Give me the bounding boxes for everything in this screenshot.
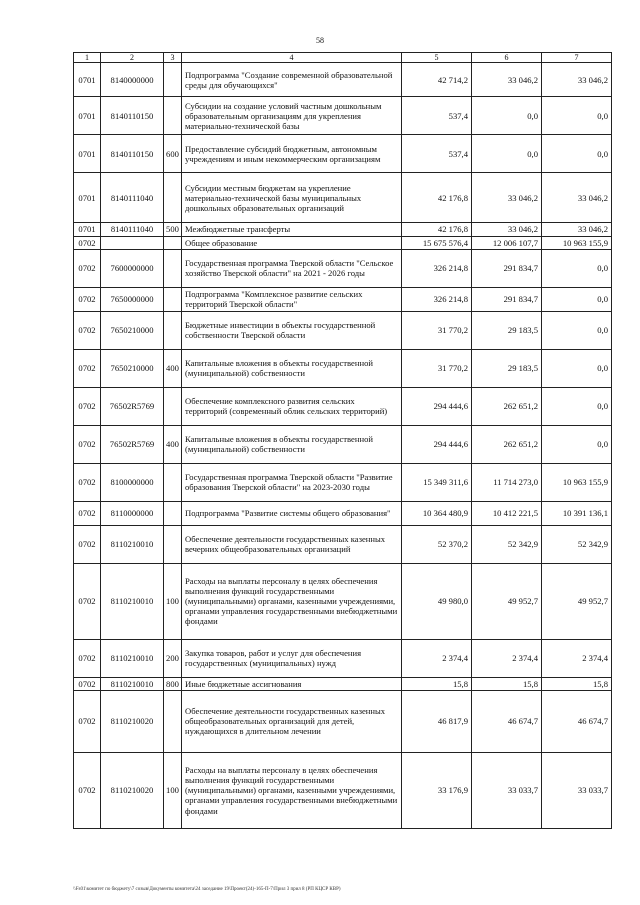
target-code-cell: 7650000000 xyxy=(101,287,164,311)
section-cell: 0702 xyxy=(74,501,101,525)
name-cell: Расходы на выплаты персоналу в целях обеспечения выполнения функций государственными (муниципальными) органами, казенными учреждениями, органами управления государственными внебюджетными фондами xyxy=(182,563,402,639)
name-cell: Обеспечение деятельности государственных казенных вечерних общеобразовательных организаций xyxy=(182,525,402,563)
name-cell: Государственная программа Тверской области "Сельское хозяйство Тверской области" на 2021 - 2026 годы xyxy=(182,249,402,287)
target-code-cell: 7650210000 xyxy=(101,349,164,387)
expense-type-cell xyxy=(164,173,182,223)
table-row xyxy=(74,639,612,677)
table-row xyxy=(74,690,612,752)
header-cell: 7 xyxy=(542,53,612,63)
expense-type-cell xyxy=(164,387,182,425)
value-col7-cell: 10 391 136,1 xyxy=(542,501,612,525)
value-col6-cell: 46 674,7 xyxy=(472,690,542,752)
expense-type-cell xyxy=(164,63,182,97)
value-col5-cell: 15 349 311,6 xyxy=(402,463,472,501)
value-col7-cell: 0,0 xyxy=(542,249,612,287)
expense-type-cell xyxy=(164,236,182,249)
value-col6-cell: 29 183,5 xyxy=(472,349,542,387)
name-cell: Межбюджетные трансферты xyxy=(182,223,402,236)
target-code-cell: 8140111040 xyxy=(101,223,164,236)
name-cell: Субсидии на создание условий частным дошкольным образовательным организациям для укрепления материально-технической базы xyxy=(182,97,402,135)
target-code-cell: 8140000000 xyxy=(101,63,164,97)
section-cell: 0702 xyxy=(74,311,101,349)
section-cell: 0702 xyxy=(74,677,101,690)
value-col5-cell: 294 444,6 xyxy=(402,387,472,425)
section-cell: 0702 xyxy=(74,463,101,501)
section-cell: 0702 xyxy=(74,349,101,387)
value-col7-cell: 49 952,7 xyxy=(542,563,612,639)
expense-type-cell: 400 xyxy=(164,425,182,463)
target-code-cell: 76502R5769 xyxy=(101,387,164,425)
value-col6-cell: 0,0 xyxy=(472,135,542,173)
value-col7-cell: 33 033,7 xyxy=(542,752,612,828)
table-row xyxy=(74,311,612,349)
target-code-cell: 76502R5769 xyxy=(101,425,164,463)
value-col5-cell: 294 444,6 xyxy=(402,425,472,463)
section-cell: 0702 xyxy=(74,752,101,828)
budget-table xyxy=(73,52,612,829)
table-row xyxy=(74,349,612,387)
value-col6-cell: 12 006 107,7 xyxy=(472,236,542,249)
value-col7-cell: 0,0 xyxy=(542,387,612,425)
section-cell: 0701 xyxy=(74,63,101,97)
expense-type-cell: 500 xyxy=(164,223,182,236)
section-cell: 0702 xyxy=(74,639,101,677)
value-col7-cell: 33 046,2 xyxy=(542,223,612,236)
value-col5-cell: 15,8 xyxy=(402,677,472,690)
name-cell: Подпрограмма "Комплексное развитие сельских территорий Тверской области" xyxy=(182,287,402,311)
value-col6-cell: 10 412 221,5 xyxy=(472,501,542,525)
name-cell: Обеспечение комплексного развития сельских территорий (современный облик сельских территорий) xyxy=(182,387,402,425)
section-cell: 0702 xyxy=(74,690,101,752)
table-row xyxy=(74,425,612,463)
value-col6-cell: 52 342,9 xyxy=(472,525,542,563)
target-code-cell: 8110210010 xyxy=(101,563,164,639)
header-cell: 6 xyxy=(472,53,542,63)
target-code-cell: 8110210020 xyxy=(101,752,164,828)
expense-type-cell: 600 xyxy=(164,135,182,173)
table-row xyxy=(74,249,612,287)
value-col5-cell: 46 817,9 xyxy=(402,690,472,752)
footer-file-path: \\Fs01\комитет по бюджету\7 созыв\Документы комитета\24 заседание 19\Проект(24)-165-П-7\Прил 3 прил 8 (РП КЦСР КВР) xyxy=(73,887,341,892)
table-row xyxy=(74,173,612,223)
value-col6-cell: 33 033,7 xyxy=(472,752,542,828)
section-cell: 0702 xyxy=(74,249,101,287)
section-cell: 0702 xyxy=(74,387,101,425)
table-row xyxy=(74,677,612,690)
name-cell: Капитальные вложения в объекты государственной (муниципальной) собственности xyxy=(182,425,402,463)
header-cell: 2 xyxy=(101,53,164,63)
table-row xyxy=(74,287,612,311)
value-col7-cell: 0,0 xyxy=(542,135,612,173)
value-col5-cell: 31 770,2 xyxy=(402,349,472,387)
target-code-cell: 8110210010 xyxy=(101,677,164,690)
value-col7-cell: 10 963 155,9 xyxy=(542,463,612,501)
target-code-cell xyxy=(101,236,164,249)
section-cell: 0702 xyxy=(74,525,101,563)
header-cell: 3 xyxy=(164,53,182,63)
expense-type-cell: 100 xyxy=(164,752,182,828)
value-col6-cell: 49 952,7 xyxy=(472,563,542,639)
value-col5-cell: 537,4 xyxy=(402,97,472,135)
section-cell: 0701 xyxy=(74,135,101,173)
value-col5-cell: 326 214,8 xyxy=(402,287,472,311)
table-row xyxy=(74,463,612,501)
section-cell: 0702 xyxy=(74,425,101,463)
target-code-cell: 8110210020 xyxy=(101,690,164,752)
table-row xyxy=(74,236,612,249)
name-cell: Обеспечение деятельности государственных казенных общеобразовательных организаций для детей, нуждающихся в длительном лечении xyxy=(182,690,402,752)
expense-type-cell xyxy=(164,287,182,311)
table-row xyxy=(74,387,612,425)
target-code-cell: 7650210000 xyxy=(101,311,164,349)
value-col5-cell: 42 714,2 xyxy=(402,63,472,97)
value-col7-cell: 46 674,7 xyxy=(542,690,612,752)
value-col6-cell: 2 374,4 xyxy=(472,639,542,677)
expense-type-cell xyxy=(164,690,182,752)
name-cell: Капитальные вложения в объекты государственной (муниципальной) собственности xyxy=(182,349,402,387)
expense-type-cell: 200 xyxy=(164,639,182,677)
name-cell: Бюджетные инвестиции в объекты государственной собственности Тверской области xyxy=(182,311,402,349)
section-cell: 0702 xyxy=(74,236,101,249)
name-cell: Общее образование xyxy=(182,236,402,249)
name-cell: Предоставление субсидий бюджетным, автономным учреждениям и иным некоммерческим организациям xyxy=(182,135,402,173)
value-col6-cell: 29 183,5 xyxy=(472,311,542,349)
value-col6-cell: 33 046,2 xyxy=(472,63,542,97)
table-row xyxy=(74,525,612,563)
value-col6-cell: 11 714 273,0 xyxy=(472,463,542,501)
header-cell: 1 xyxy=(74,53,101,63)
expense-type-cell xyxy=(164,249,182,287)
table-row xyxy=(74,752,612,828)
name-cell: Государственная программа Тверской области "Развитие образования Тверской области" на 2023-2030 годы xyxy=(182,463,402,501)
expense-type-cell xyxy=(164,463,182,501)
value-col6-cell: 262 651,2 xyxy=(472,387,542,425)
target-code-cell: 8100000000 xyxy=(101,463,164,501)
value-col5-cell: 33 176,9 xyxy=(402,752,472,828)
table-row xyxy=(74,501,612,525)
value-col6-cell: 291 834,7 xyxy=(472,249,542,287)
value-col6-cell: 33 046,2 xyxy=(472,223,542,236)
value-col7-cell: 0,0 xyxy=(542,425,612,463)
value-col6-cell: 291 834,7 xyxy=(472,287,542,311)
header-cell: 4 xyxy=(182,53,402,63)
target-code-cell: 7600000000 xyxy=(101,249,164,287)
expense-type-cell: 100 xyxy=(164,563,182,639)
section-cell: 0702 xyxy=(74,563,101,639)
value-col5-cell: 49 980,0 xyxy=(402,563,472,639)
value-col7-cell: 33 046,2 xyxy=(542,63,612,97)
expense-type-cell: 400 xyxy=(164,349,182,387)
value-col5-cell: 52 370,2 xyxy=(402,525,472,563)
value-col5-cell: 10 364 480,9 xyxy=(402,501,472,525)
value-col5-cell: 2 374,4 xyxy=(402,639,472,677)
target-code-cell: 8140111040 xyxy=(101,173,164,223)
name-cell: Субсидии местным бюджетам на укрепление материально-технической базы муниципальных дошкольных образовательных организаций xyxy=(182,173,402,223)
expense-type-cell xyxy=(164,501,182,525)
name-cell: Иные бюджетные ассигнования xyxy=(182,677,402,690)
value-col5-cell: 31 770,2 xyxy=(402,311,472,349)
target-code-cell: 8110000000 xyxy=(101,501,164,525)
expense-type-cell xyxy=(164,97,182,135)
value-col5-cell: 42 176,8 xyxy=(402,173,472,223)
name-cell: Подпрограмма "Развитие системы общего образования" xyxy=(182,501,402,525)
value-col5-cell: 15 675 576,4 xyxy=(402,236,472,249)
name-cell: Подпрограмма "Создание современной образовательной среды для обучающихся" xyxy=(182,63,402,97)
table-row xyxy=(74,223,612,236)
table-row xyxy=(74,97,612,135)
section-cell: 0701 xyxy=(74,223,101,236)
table-row xyxy=(74,135,612,173)
target-code-cell: 8140110150 xyxy=(101,135,164,173)
value-col7-cell: 33 046,2 xyxy=(542,173,612,223)
expense-type-cell: 800 xyxy=(164,677,182,690)
value-col7-cell: 0,0 xyxy=(542,311,612,349)
table-header-row xyxy=(74,53,612,63)
value-col7-cell: 52 342,9 xyxy=(542,525,612,563)
value-col7-cell: 10 963 155,9 xyxy=(542,236,612,249)
target-code-cell: 8140110150 xyxy=(101,97,164,135)
expense-type-cell xyxy=(164,311,182,349)
value-col7-cell: 0,0 xyxy=(542,287,612,311)
table-row xyxy=(74,63,612,97)
value-col6-cell: 262 651,2 xyxy=(472,425,542,463)
value-col5-cell: 42 176,8 xyxy=(402,223,472,236)
section-cell: 0701 xyxy=(74,173,101,223)
value-col6-cell: 33 046,2 xyxy=(472,173,542,223)
section-cell: 0701 xyxy=(74,97,101,135)
value-col6-cell: 15,8 xyxy=(472,677,542,690)
value-col6-cell: 0,0 xyxy=(472,97,542,135)
value-col5-cell: 537,4 xyxy=(402,135,472,173)
value-col7-cell: 15,8 xyxy=(542,677,612,690)
section-cell: 0702 xyxy=(74,287,101,311)
table-row xyxy=(74,563,612,639)
value-col7-cell: 2 374,4 xyxy=(542,639,612,677)
name-cell: Расходы на выплаты персоналу в целях обеспечения выполнения функций государственными (муниципальными) органами, казенными учреждениями, органами управления государственными внебюджетными фондами xyxy=(182,752,402,828)
expense-type-cell xyxy=(164,525,182,563)
target-code-cell: 8110210010 xyxy=(101,639,164,677)
value-col5-cell: 326 214,8 xyxy=(402,249,472,287)
page-number: 58 xyxy=(316,36,324,45)
target-code-cell: 8110210010 xyxy=(101,525,164,563)
name-cell: Закупка товаров, работ и услуг для обеспечения государственных (муниципальных) нужд xyxy=(182,639,402,677)
value-col7-cell: 0,0 xyxy=(542,97,612,135)
header-cell: 5 xyxy=(402,53,472,63)
value-col7-cell: 0,0 xyxy=(542,349,612,387)
